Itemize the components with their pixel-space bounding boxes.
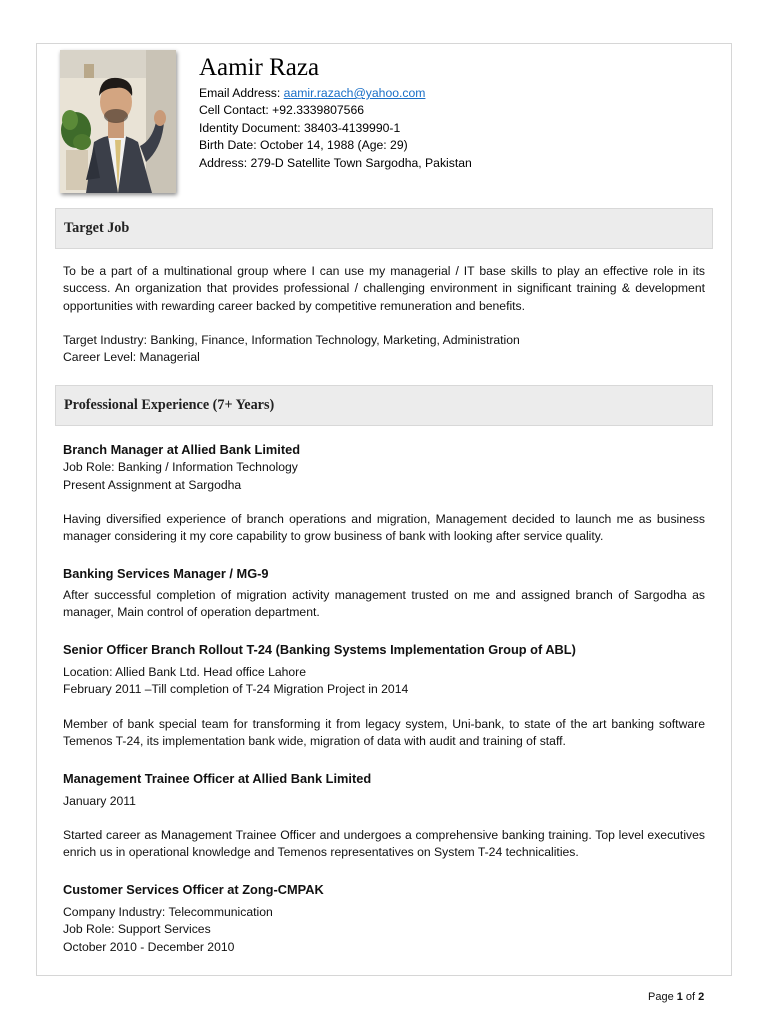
birth-date: Birth Date: October 14, 1988 (Age: 29) <box>199 138 408 153</box>
job-description: After successful completion of migration activity management trusted on me and assigned branch of Sargodha as manager, Main control of operation department. <box>63 588 705 620</box>
job-location: Location: Allied Bank Ltd. Head office Lahore <box>63 665 307 679</box>
job-title: Branch Manager at Allied Bank Limited <box>63 442 301 457</box>
page-word: Page <box>648 991 677 1003</box>
job-title: Senior Officer Branch Rollout T-24 (Banking Systems Implementation Group of ABL) <box>63 642 576 657</box>
email-line <box>199 85 472 102</box>
job-description: Member of bank special team for transforming it from legacy system, Uni-bank, to state of the art banking software Temenos T-24, its implementation bank wide, migration of data with audit and training of staff. <box>63 717 705 749</box>
job-description: Started career as Management Trainee Officer and undergoes a comprehensive banking training. Top level executives enrich us in operational knowledge and Temenos representatives on System T-24 technicalities. <box>63 828 705 860</box>
cell-contact: Cell Contact: +92.3339807566 <box>199 103 364 118</box>
profile-photo <box>60 50 176 193</box>
objective-text: To be a part of a multinational group where I can use my managerial / IT base skills to play an effective role in its success. An organization that provides professional / challenging environment in significant training & development opportunities with rewarding career backed by competitive remuneration and benefits. <box>63 264 705 313</box>
email-link[interactable]: aamir.razach@yahoo.com <box>283 86 426 100</box>
section-heading: Professional Experience (7+ Years) <box>64 397 275 413</box>
page-number <box>648 991 704 1003</box>
job-period: February 2011 –Till completion of T-24 Migration Project in 2014 <box>63 682 409 696</box>
section-target-job <box>55 208 713 249</box>
total-pages: 2 <box>698 991 705 1003</box>
section-experience <box>55 385 713 426</box>
job-title: Banking Services Manager / MG-9 <box>63 566 269 581</box>
job-period: October 2010 - December 2010 <box>63 940 235 954</box>
identity-document: Identity Document: 38403-4139990-1 <box>199 120 401 135</box>
target-industry: Target Industry: Banking, Finance, Information Technology, Marketing, Administration <box>63 333 520 347</box>
job-title: Customer Services Officer at Zong-CMPAK <box>63 882 324 897</box>
job-assignment: Present Assignment at Sargodha <box>63 478 242 492</box>
current-page: 1 <box>676 991 683 1003</box>
of-word: of <box>682 991 699 1003</box>
job-role: Job Role: Support Services <box>63 922 211 936</box>
company-industry: Company Industry: Telecommunication <box>63 905 273 919</box>
candidate-name: Aamir Raza <box>199 54 320 81</box>
job-title: Management Trainee Officer at Allied Bank Limited <box>63 771 372 786</box>
career-level: Career Level: Managerial <box>63 350 200 364</box>
section-heading: Target Job <box>64 220 130 236</box>
job-period: January 2011 <box>63 794 136 808</box>
email-label: Email Address: <box>199 86 284 100</box>
contact-block <box>199 85 472 172</box>
job-description: Having diversified experience of branch operations and migration, Management decided to launch me as business manager considering it my core capability to grow business of bank with looking after service quality. <box>63 512 705 544</box>
job-role: Job Role: Banking / Information Technology <box>63 460 298 474</box>
address: Address: 279-D Satellite Town Sargodha, Pakistan <box>199 155 472 170</box>
